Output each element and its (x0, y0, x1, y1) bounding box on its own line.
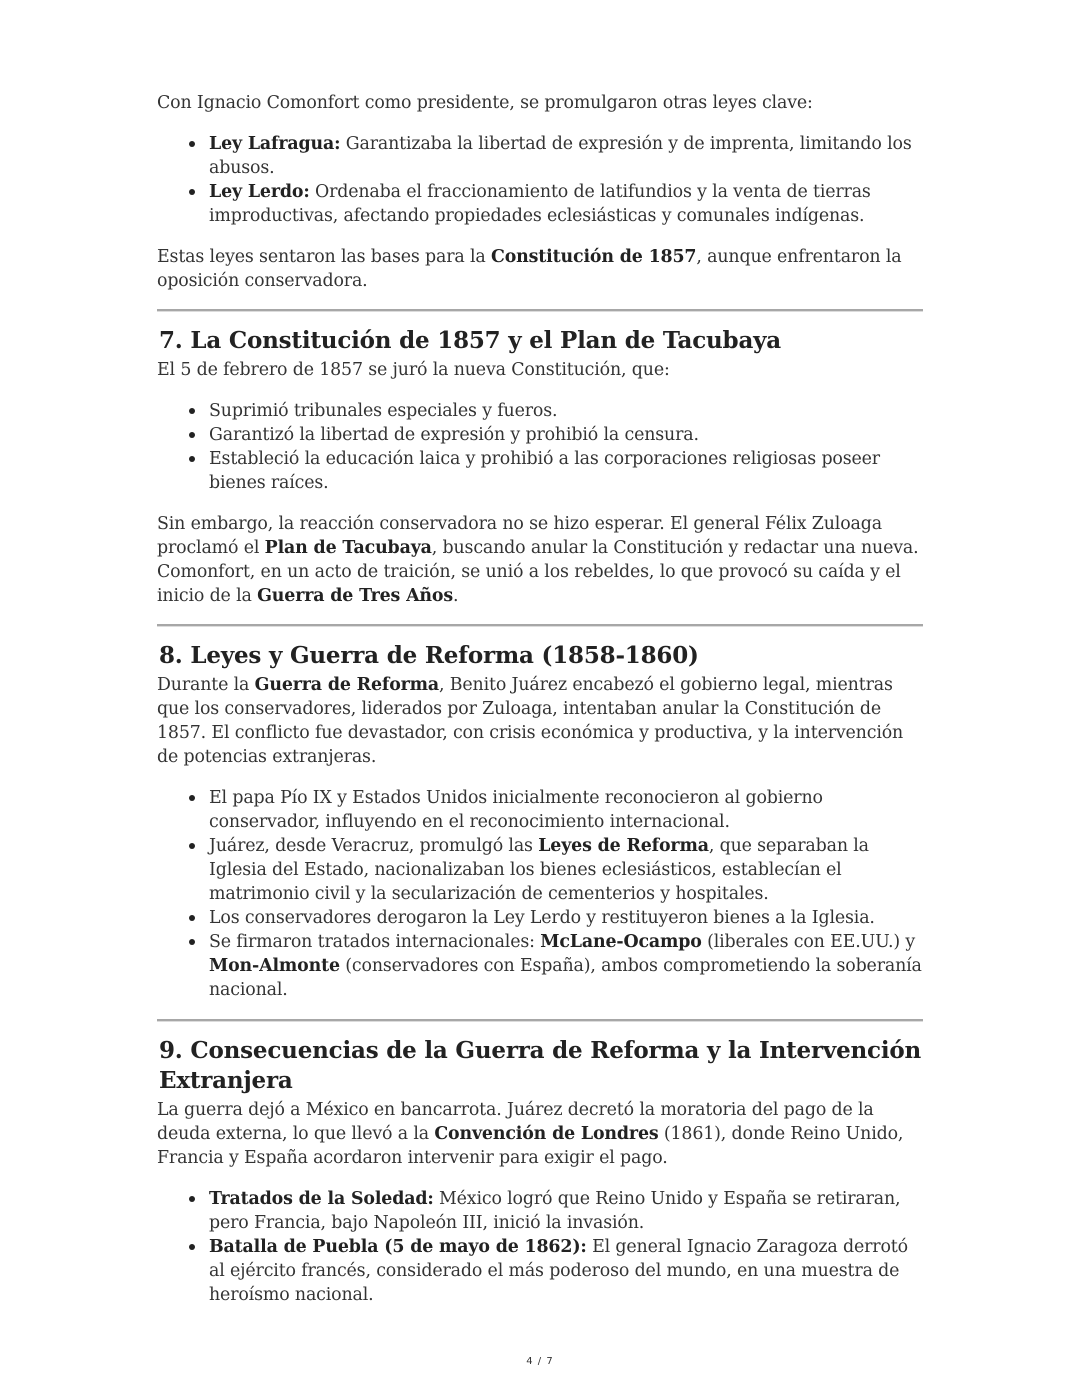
text-span: , que separaban la Iglesia del Estado, nacionalizaban los bienes eclesiásticos, establecían el matrimonio civil y la secularización de cementerios y hospitales. (209, 836, 869, 904)
text-span: Sin embargo, la reacción conservadora no se hizo esperar. El general Félix Zuloaga proclamó el (157, 514, 882, 558)
page-number: 4 / 7 (526, 1356, 554, 1367)
intro-law-list (157, 132, 923, 228)
list-item-text: Estableció la educación laica y prohibió a las corporaciones religiosas poseer bienes raíces. (209, 449, 880, 493)
text-span: . (453, 586, 459, 606)
bold-term: Constitución de 1857 (491, 247, 697, 267)
section-7-heading: 7. La Constitución de 1857 y el Plan de Tacubaya (159, 327, 782, 354)
text-span: , Benito Juárez encabezó el gobierno legal, mientras que los conservadores, liderados por Zuloaga, intentaban anular la Constitución de 1857. El conflicto fue devastador, con crisis económica y productiva, y la intervención de potencias extranjeras. (157, 675, 904, 767)
list-item (209, 1235, 923, 1307)
list-item-text: Suprimió tribunales especiales y fueros. (209, 401, 558, 421)
section-divider (157, 309, 923, 312)
text-span: (conservadores con España), ambos comprometiendo la soberanía nacional. (209, 956, 922, 1000)
bullet-icon (189, 432, 195, 438)
list-item (209, 423, 923, 447)
section-8-list (157, 786, 923, 1002)
section-divider (157, 624, 923, 627)
bold-term: Plan de Tacubaya (264, 538, 432, 558)
section-7-lead: El 5 de febrero de 1857 se juró la nueva Constitución, que: (157, 360, 670, 380)
list-item-text: Los conservadores derogaron la Ley Lerdo y restituyeron bienes a la Iglesia. (209, 908, 875, 928)
list-item (209, 786, 923, 834)
term-label: Ley Lafragua: (209, 134, 341, 154)
list-item (209, 447, 923, 495)
bold-term: Guerra de Tres Años (257, 586, 454, 606)
term-description: El general Ignacio Zaragoza derrotó al ejército francés, considerado el más poderoso del mundo, en una muestra de heroísmo nacional. (209, 1237, 908, 1305)
text-span: , buscando anular la Constitución y redactar una nueva. Comonfort, en un acto de traición, se unió a los rebeldes, lo que provocó su caída y el inicio de la (157, 538, 919, 606)
term-label: Batalla de Puebla (5 de mayo de 1862): (209, 1237, 587, 1257)
list-item (209, 834, 923, 906)
section-7-list (157, 399, 923, 495)
text-span: , aunque enfrentaron la oposición conservadora. (157, 247, 902, 291)
section-8-heading: 8. Leyes y Guerra de Reforma (1858-1860) (159, 642, 699, 669)
list-item (209, 180, 923, 228)
bullet-icon (189, 795, 195, 801)
text-span: Durante la (157, 675, 255, 695)
section-9-list (157, 1187, 923, 1307)
term-description: México logró que Reino Unido y España se retiraran, pero Francia, bajo Napoleón III, inició la invasión. (209, 1189, 901, 1233)
bullet-icon (189, 456, 195, 462)
bullet-icon (189, 939, 195, 945)
bullet-icon (189, 141, 195, 147)
list-item (209, 132, 923, 180)
text-span: Estas leyes sentaron las bases para la (157, 247, 492, 267)
section-9-lead (157, 1098, 923, 1170)
list-item (209, 906, 923, 930)
bullet-icon (189, 408, 195, 414)
list-item-text: Garantizó la libertad de expresión y prohibió la censura. (209, 425, 699, 445)
list-item (209, 399, 923, 423)
list-item (209, 930, 923, 1002)
section-9-heading: 9. Consecuencias de la Guerra de Reforma y la Intervención Extranjera (159, 1037, 922, 1094)
text-span: Se firmaron tratados internacionales: (209, 932, 541, 952)
section-7-paragraph (157, 512, 923, 608)
bold-term: Leyes de Reforma (538, 836, 709, 856)
text-span: La guerra dejó a México en bancarrota. Juárez decretó la moratoria del pago de la deuda externa, lo que llevó a la (157, 1100, 874, 1144)
bold-term: McLane-Ocampo (540, 932, 702, 952)
term-label: Ley Lerdo: (209, 182, 310, 202)
term-description: Garantizaba la libertad de expresión y de imprenta, limitando los abusos. (209, 134, 912, 178)
text-span: (1861), donde Reino Unido, Francia y España acordaron intervenir para exigir el pago. (157, 1124, 904, 1168)
list-item-text: El papa Pío IX y Estados Unidos inicialmente reconocieron al gobierno conservador, influyendo en el reconocimiento internacional. (209, 788, 823, 832)
bold-term: Mon-Almonte (209, 956, 340, 976)
list-item (209, 1187, 923, 1235)
text-span: (liberales con EE.UU.) y (701, 932, 916, 952)
bullet-icon (189, 843, 195, 849)
intro-closing-paragraph (157, 245, 923, 293)
term-label: Tratados de la Soledad: (209, 1189, 434, 1209)
bold-term: Guerra de Reforma (254, 675, 440, 695)
bullet-icon (189, 1196, 195, 1202)
text-span: Juárez, desde Veracruz, promulgó las (209, 836, 539, 856)
intro-paragraph: Con Ignacio Comonfort como presidente, se promulgaron otras leyes clave: (157, 93, 813, 113)
section-divider (157, 1019, 923, 1022)
bullet-icon (189, 1244, 195, 1250)
bullet-icon (189, 915, 195, 921)
bullet-icon (189, 189, 195, 195)
term-description: Ordenaba el fraccionamiento de latifundios y la venta de tierras improductivas, afectando propiedades eclesiásticas y comunales indígenas. (209, 182, 871, 226)
bold-term: Convención de Londres (434, 1124, 659, 1144)
document-page (157, 91, 923, 1324)
section-8-lead (157, 673, 923, 769)
